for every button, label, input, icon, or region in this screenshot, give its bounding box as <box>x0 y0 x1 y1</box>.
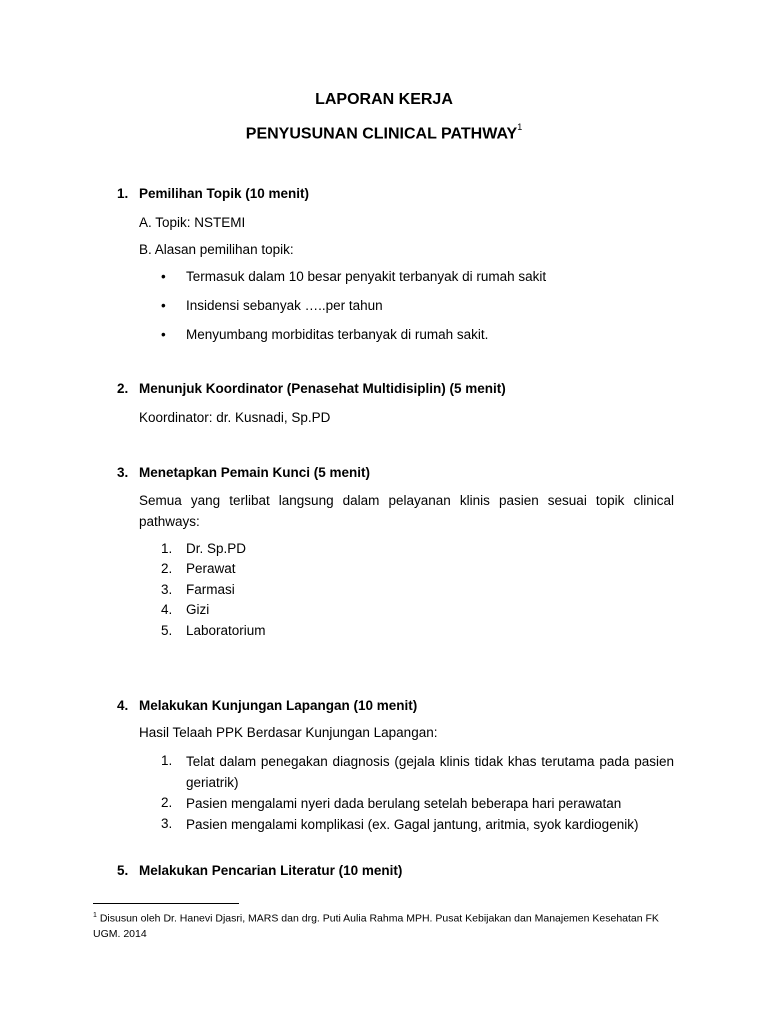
list-item: Dr. Sp.PD <box>186 541 247 556</box>
section-number: 3. <box>117 465 129 480</box>
section-heading-text: Melakukan Kunjungan Lapangan (10 menit) <box>139 698 418 713</box>
list-item: Farmasi <box>186 582 235 597</box>
subtitle-text: PENYUSUNAN CLINICAL PATHWAY <box>245 125 518 143</box>
section-number: 5. <box>117 863 129 878</box>
topic-line: A. Topik: NSTEMI <box>139 215 246 230</box>
section-3-heading <box>117 465 370 480</box>
list-number: 4. <box>161 602 173 617</box>
list-number: 3. <box>161 582 173 597</box>
section-2-heading <box>117 381 506 396</box>
list-number: 2. <box>161 561 173 576</box>
document-title: LAPORAN KERJA <box>315 91 453 108</box>
footnote-separator <box>93 903 239 904</box>
section-number: 1. <box>117 186 129 201</box>
section-heading-text: Menunjuk Koordinator (Penasehat Multidisiplin) (5 menit) <box>139 381 506 396</box>
bullet-item: Insidensi sebanyak …..per tahun <box>186 298 383 313</box>
list-item: Telat dalam penegakan diagnosis (gejala klinis tidak khas terutama pada pasien geriatrik) <box>186 754 674 790</box>
list-number: 1. <box>161 753 173 768</box>
section-number: 2. <box>117 381 129 396</box>
bullet-icon: • <box>161 269 166 284</box>
document-subtitle <box>0 124 768 143</box>
list-number: 3. <box>161 816 173 831</box>
section-5-heading <box>117 863 402 878</box>
section-1-heading <box>117 186 309 201</box>
section-heading-text: Menetapkan Pemain Kunci (5 menit) <box>139 465 371 480</box>
bullet-icon: • <box>161 327 166 342</box>
section-heading-text: Pemilihan Topik (10 menit) <box>139 186 310 201</box>
section-4-intro: Hasil Telaah PPK Berdasar Kunjungan Lapangan: <box>139 725 438 740</box>
coordinator-line: Koordinator: dr. Kusnadi, Sp.PD <box>139 410 331 425</box>
list-item: Pasien mengalami komplikasi (ex. Gagal jantung, aritmia, syok kardiogenik) <box>186 817 639 832</box>
list-number: 2. <box>161 795 173 810</box>
list-number: 1. <box>161 541 173 556</box>
list-item: Pasien mengalami nyeri dada berulang setelah beberapa hari perawatan <box>186 796 622 811</box>
section-3-paragraph: Semua yang terlibat langsung dalam pelayanan klinis pasien sesuai topik clinical pathways: <box>139 493 674 529</box>
section-4-heading <box>117 698 417 713</box>
section-number: 4. <box>117 698 129 713</box>
bullet-item: Termasuk dalam 10 besar penyakit terbanyak di rumah sakit <box>186 269 547 284</box>
footnote-text: Disusun oleh Dr. Hanevi Djasri, MARS dan drg. Puti Aulia Rahma MPH. Pusat Kebijakan dan Manajemen Kesehatan FK UGM. 2014 <box>93 912 659 940</box>
list-item: Gizi <box>186 602 210 617</box>
reason-label: B. Alasan pemilihan topik: <box>139 242 294 257</box>
list-item: Laboratorium <box>186 623 266 638</box>
footnote <box>93 908 683 942</box>
list-item: Perawat <box>186 561 236 576</box>
section-heading-text: Melakukan Pencarian Literatur (10 menit) <box>139 863 403 878</box>
list-number: 5. <box>161 623 173 638</box>
footnote-mark: 1 <box>93 912 97 919</box>
subtitle-footnote-mark[interactable]: 1 <box>517 122 523 132</box>
bullet-item: Menyumbang morbiditas terbanyak di rumah sakit. <box>186 327 489 342</box>
bullet-icon: • <box>161 298 166 313</box>
